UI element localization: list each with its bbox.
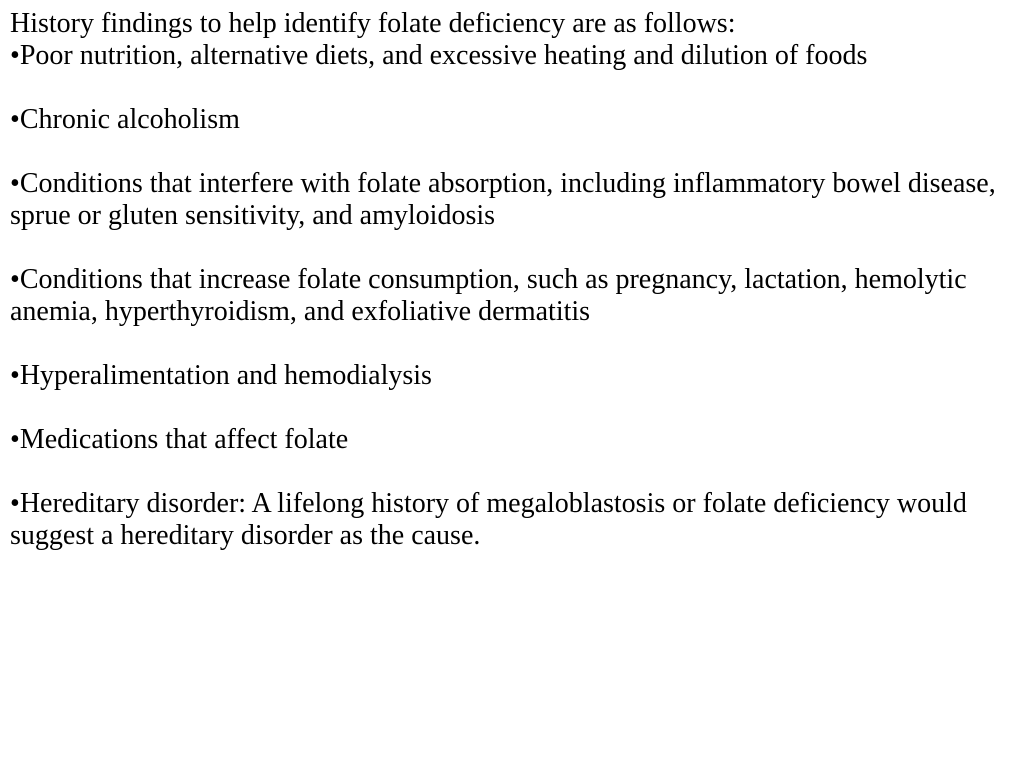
list-item-text: Poor nutrition, alternative diets, and excessive heating and dilution of foods bbox=[19, 40, 868, 71]
list-item bbox=[10, 424, 1014, 456]
findings-list bbox=[10, 40, 1014, 552]
bullet-icon: • bbox=[10, 104, 20, 135]
list-item bbox=[10, 488, 1014, 552]
list-item bbox=[10, 360, 1014, 392]
bullet-icon: • bbox=[10, 488, 20, 519]
list-item-text: Conditions that interfere with folate absorption, including inflammatory bowel disease, sprue or gluten sensitivity, and amyloidosis bbox=[10, 168, 996, 231]
bullet-icon: • bbox=[10, 360, 20, 391]
list-item bbox=[10, 40, 1014, 72]
list-item bbox=[10, 104, 1014, 136]
list-item bbox=[10, 264, 1014, 328]
bullet-icon: • bbox=[10, 424, 20, 455]
bullet-icon: • bbox=[10, 264, 20, 295]
list-item-text: Hereditary disorder: A lifelong history of megaloblastosis or folate deficiency would suggest a hereditary disorder as the cause. bbox=[10, 488, 967, 551]
list-item-text: Conditions that increase folate consumption, such as pregnancy, lactation, hemolytic anemia, hyperthyroidism, and exfoliative dermatitis bbox=[10, 264, 967, 327]
list-item bbox=[10, 168, 1014, 232]
list-item-text: Chronic alcoholism bbox=[19, 104, 240, 135]
bullet-icon: • bbox=[10, 168, 20, 199]
list-item-text: Medications that affect folate bbox=[19, 424, 349, 455]
list-item-text: Hyperalimentation and hemodialysis bbox=[19, 360, 432, 391]
bullet-icon: • bbox=[10, 40, 20, 71]
intro-text: History findings to help identify folate deficiency are as follows: bbox=[10, 8, 736, 39]
